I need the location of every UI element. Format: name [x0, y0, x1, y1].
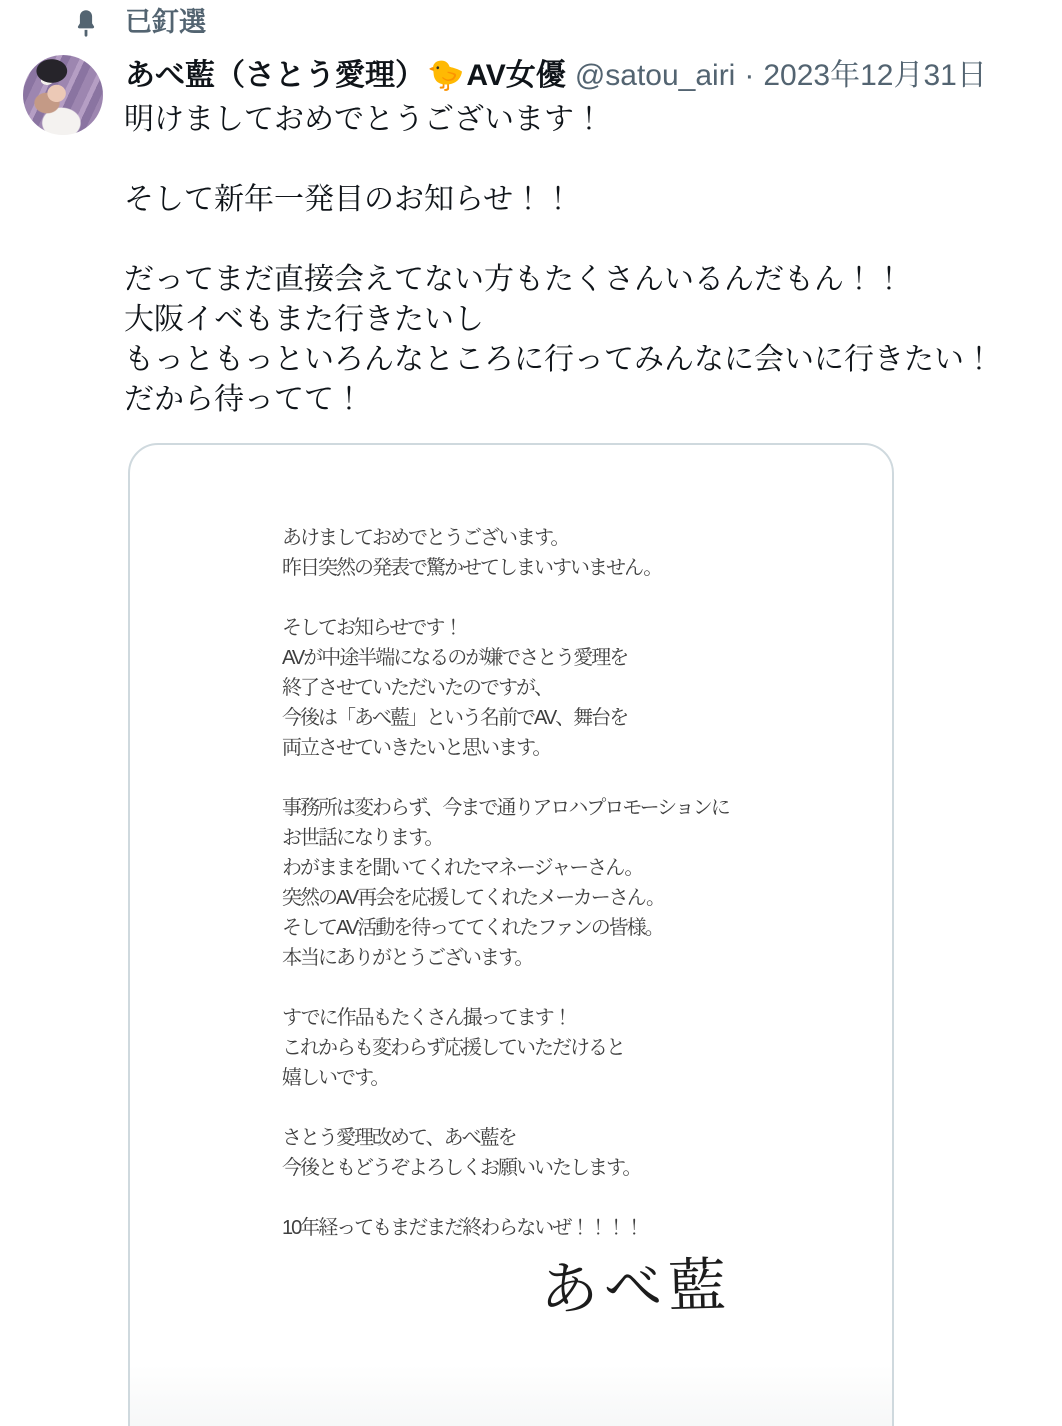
tweet-body — [124, 100, 1004, 420]
letter-text-line — [282, 973, 842, 1003]
letter-text-line: 10年経ってもまだまだ終わらないぜ！！！！ — [282, 1217, 643, 1239]
chick-emoji: 🐤 — [427, 59, 465, 92]
tweet-text-line: だってまだ直接会えてない方もたくさんいるんだもん！！ — [124, 263, 904, 296]
pin-icon — [74, 9, 98, 38]
letter-text-line — [282, 1183, 842, 1213]
letter-text-line: そしてAV活動を待っててくれたファンの皆様。 — [282, 917, 663, 939]
tweet-text-line: 明けましておめでとうございます！ — [124, 103, 604, 136]
letter-text-line: 本当にありがとうございます。 — [282, 947, 533, 969]
letter-text-line: 突然のAV再会を応援してくれたメーカーさん。 — [282, 887, 664, 909]
letter-text-line: 嬉しいです。 — [282, 1067, 389, 1089]
display-name[interactable]: あべ藍（さとう愛理） — [125, 59, 425, 92]
letter-text-line: すでに作品もたくさん撮ってます！ — [282, 1007, 571, 1029]
letter-text-line: これからも変わらず応援していただけると — [282, 1037, 624, 1059]
letter-text-line: 昨日突然の発表で驚かせてしまいすいません。 — [282, 557, 662, 579]
separator-dot: · — [744, 59, 755, 92]
letter-text-line — [282, 583, 842, 613]
letter-image-card[interactable] — [128, 443, 894, 1426]
letter-text-line — [282, 1093, 842, 1123]
letter-text-line: あけましておめでとうございます。 — [282, 527, 569, 549]
letter-text-line — [282, 763, 842, 793]
letter-text-line: そしてお知らせです！ — [282, 617, 462, 639]
tweet-text-line: もっともっといろんなところに行ってみんなに会いに行きたい！ — [124, 343, 994, 376]
letter-text-line: お世話になります。 — [282, 827, 443, 849]
tweet-text-line: 大阪イベもまた行きたいし — [124, 303, 484, 336]
tweet-text-line — [124, 140, 1004, 180]
handle[interactable]: @satou_airi — [574, 59, 736, 92]
letter-text-line: 両立させていきたいと思います。 — [282, 737, 551, 759]
tweet-header — [125, 56, 987, 96]
letter-text-line: さとう愛理改めて、あべ藍を — [282, 1127, 516, 1149]
tweet-text-line: そして新年一発目のお知らせ！！ — [124, 183, 574, 216]
timestamp[interactable]: 2023年12月31日 — [763, 59, 987, 92]
letter-text-line: 終了させていただいたのですが、 — [282, 677, 552, 699]
letter-text-line: 事務所は変わらず、今まで通りアロハプロモーションに — [282, 797, 729, 819]
avatar[interactable] — [23, 55, 103, 135]
letter-signature: あべ藍 — [539, 1252, 733, 1323]
letter-text-line: AVが中途半端になるのが嫌でさとう愛理を — [282, 647, 628, 669]
paper-shadow — [130, 1365, 892, 1426]
letter-text — [282, 523, 842, 1243]
display-name-suffix[interactable]: AV女優 — [466, 59, 566, 92]
letter-text-line: 今後は「あべ藍」という名前でAV、舞台を — [282, 707, 628, 729]
tweet-text-line — [124, 220, 1004, 260]
letter-text-line: 今後ともどうぞよろしくお願いいたします。 — [282, 1157, 641, 1179]
letter-text-line: わがままを聞いてくれたマネージャーさん。 — [282, 857, 643, 879]
pinned-label: 已釘選 — [125, 7, 206, 37]
tweet-text-line: だから待ってて！ — [124, 383, 364, 416]
